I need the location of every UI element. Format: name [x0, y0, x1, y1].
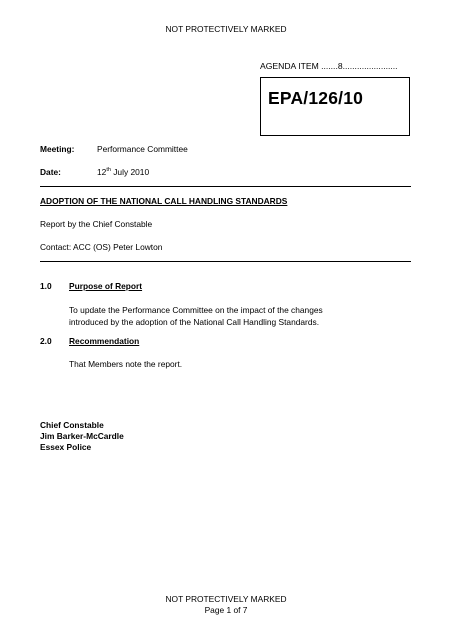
reference-code: EPA/126/10	[268, 88, 364, 108]
section-number: 1.0	[40, 281, 52, 291]
header-marking: NOT PROTECTIVELY MARKED	[165, 24, 287, 34]
contact-line: Contact: ACC (OS) Peter Lowton	[40, 242, 163, 252]
section-text-line: To update the Performance Committee on the impact of the changes	[69, 305, 323, 315]
date-label: Date:	[40, 167, 61, 177]
report-by: Report by the Chief Constable	[40, 219, 153, 229]
divider-top	[40, 186, 411, 187]
footer-marking: NOT PROTECTIVELY MARKED	[165, 594, 287, 604]
meeting-value: Performance Committee	[97, 144, 188, 154]
section-number: 2.0	[40, 336, 52, 346]
date-day: 12	[97, 167, 107, 177]
signature-org: Essex Police	[40, 442, 92, 452]
meeting-label: Meeting:	[40, 144, 75, 154]
document-title: ADOPTION OF THE NATIONAL CALL HANDLING STANDARDS	[40, 196, 288, 206]
section-heading: Recommendation	[69, 336, 140, 346]
divider-bottom	[40, 261, 411, 262]
page-number: Page 1 of 7	[204, 605, 248, 615]
date-value	[97, 167, 149, 177]
date-rest: July 2010	[110, 167, 150, 177]
section-text-line: introduced by the adoption of the National Call Handling Standards.	[69, 317, 320, 327]
reference-box	[260, 77, 410, 136]
agenda-item: AGENDA ITEM .......8.......................	[260, 61, 398, 71]
signature-name: Jim Barker-McCardle	[40, 431, 124, 441]
date-suffix: th	[106, 167, 111, 174]
section-text-line: That Members note the report.	[69, 359, 183, 369]
signature-title: Chief Constable	[40, 420, 104, 430]
section-heading: Purpose of Report	[69, 281, 143, 291]
